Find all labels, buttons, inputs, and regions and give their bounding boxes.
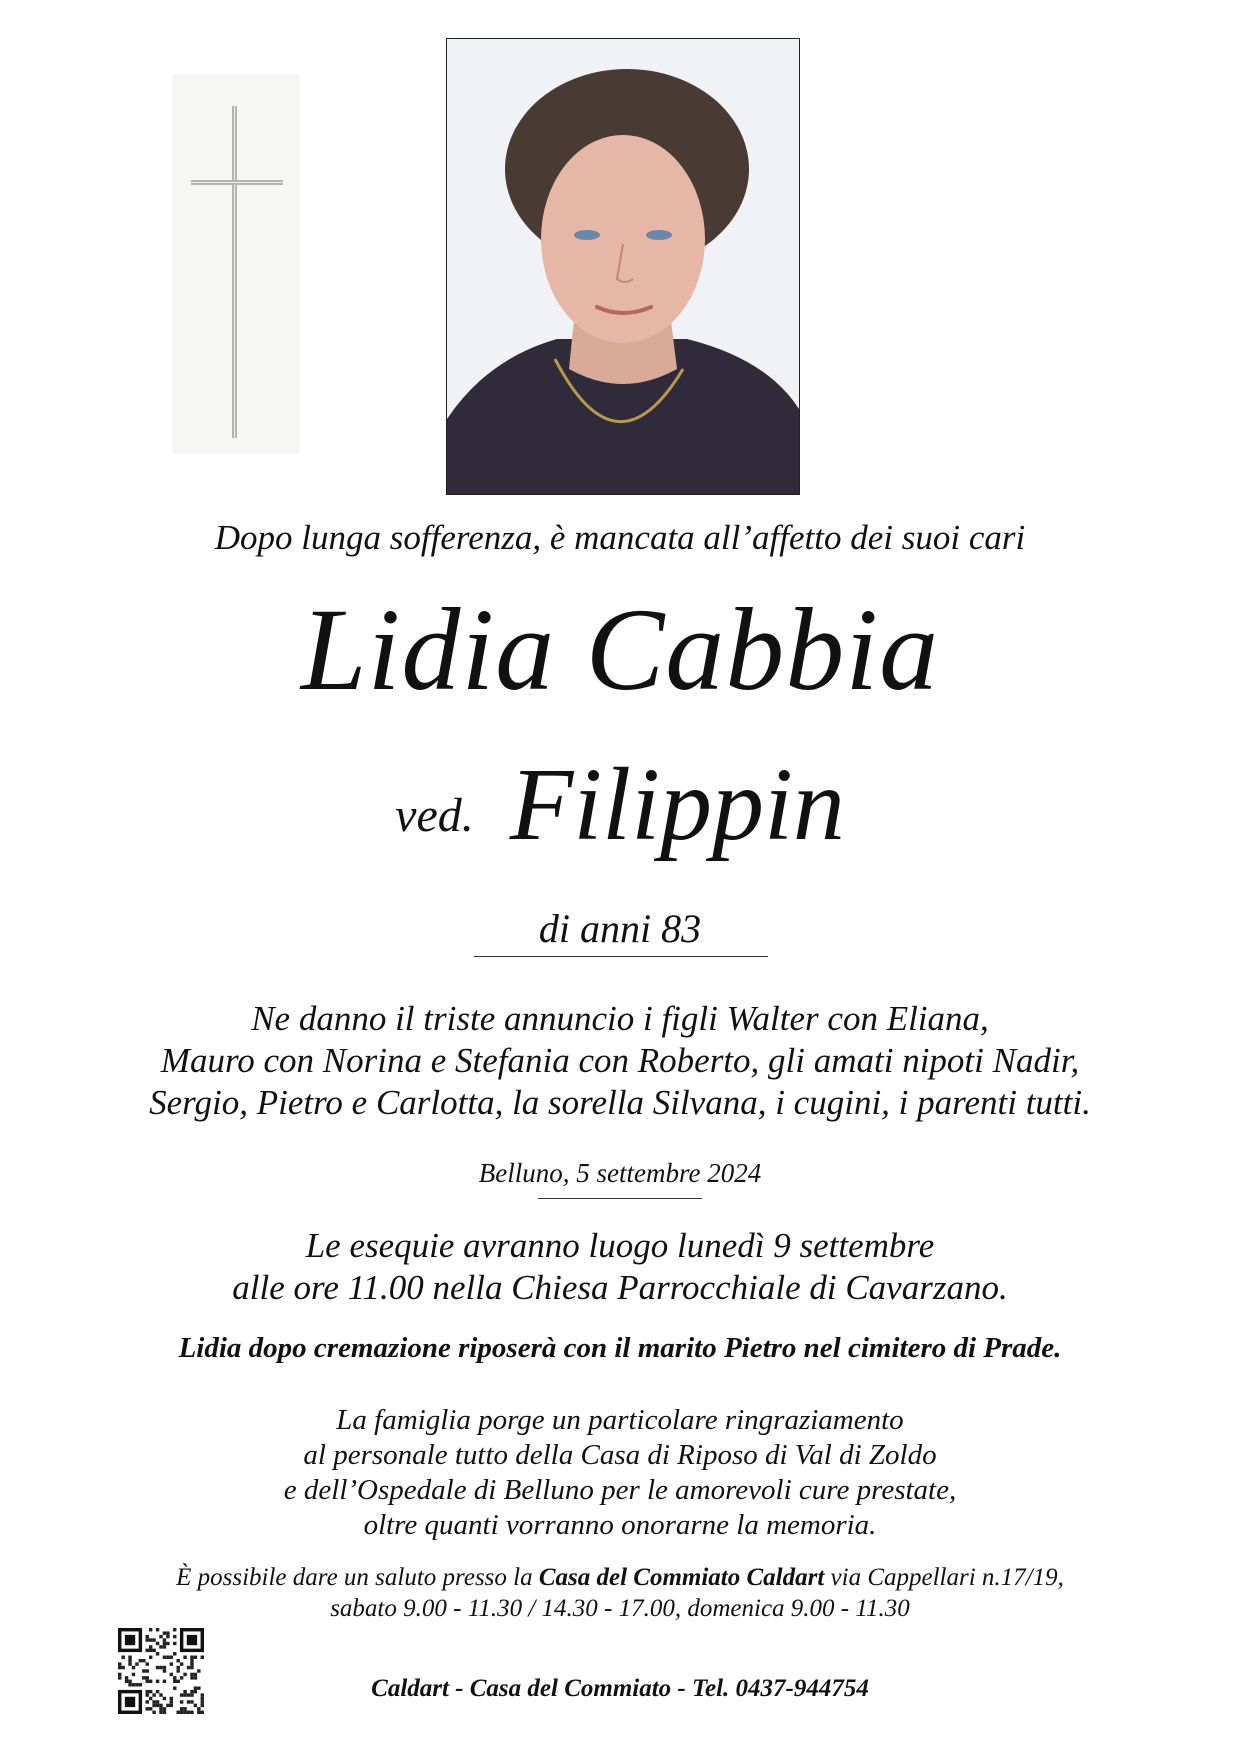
visit-after: via Cappellari n.17/19, [824,1564,1064,1591]
age-text: di anni 83 [538,906,702,951]
visit-line [0,1562,1240,1593]
announcement-line: Mauro con Norina e Stefania con Roberto, gli amati nipoti Nadir, [160,1041,1080,1080]
cross-icon [172,74,300,454]
visit-place: Casa del Commiato Caldart [538,1564,825,1591]
thanks-line: La famiglia porge un particolare ringraziamento [336,1404,904,1436]
thanks-line: oltre quanti vorranno onorarne la memoria. [363,1509,877,1541]
cross-panel [172,74,300,454]
burial-note: Lidia dopo cremazione riposerà con il marito Pietro nel cimitero di Prade. [178,1332,1062,1364]
married-name-line [0,745,1240,864]
thanks-block [0,1403,1240,1543]
funeral-line: Le esequie avranno luogo lunedì 9 settembre [305,1226,935,1265]
divider [538,1198,702,1199]
thanks-line: e dell’Ospedale di Belluno per le amorevoli cure prestate, [283,1474,957,1506]
announcement-line: Ne danno il triste annuncio i figli Walter con Eliana, [251,999,989,1038]
divider [474,956,768,957]
deceased-name: Lidia Cabbia [300,584,940,715]
visit-info [0,1562,1240,1624]
footer-contact: Caldart - Casa del Commiato - Tel. 0437-944754 [371,1675,869,1702]
intro-text: Dopo lunga sofferenza, è mancata all’affetto dei suoi cari [214,518,1026,557]
widow-prefix: ved. [395,789,474,842]
visit-before: È possibile dare un saluto presso la [176,1564,539,1591]
thanks-line: al personale tutto della Casa di Riposo di Val di Zoldo [303,1439,937,1471]
funeral-block [0,1225,1240,1309]
announcement-block [0,998,1240,1124]
place-date: Belluno, 5 settembre 2024 [478,1158,762,1188]
married-surname: Filippin [509,747,845,862]
visit-hours: sabato 9.00 - 11.30 / 14.30 - 17.00, domenica 9.00 - 11.30 [330,1595,910,1622]
portrait-photo [446,38,800,495]
announcement-line: Sergio, Pietro e Carlotta, la sorella Silvana, i cugini, i parenti tutti. [149,1083,1091,1122]
funeral-line: alle ore 11.00 nella Chiesa Parrocchiale di Cavarzano. [232,1268,1008,1307]
